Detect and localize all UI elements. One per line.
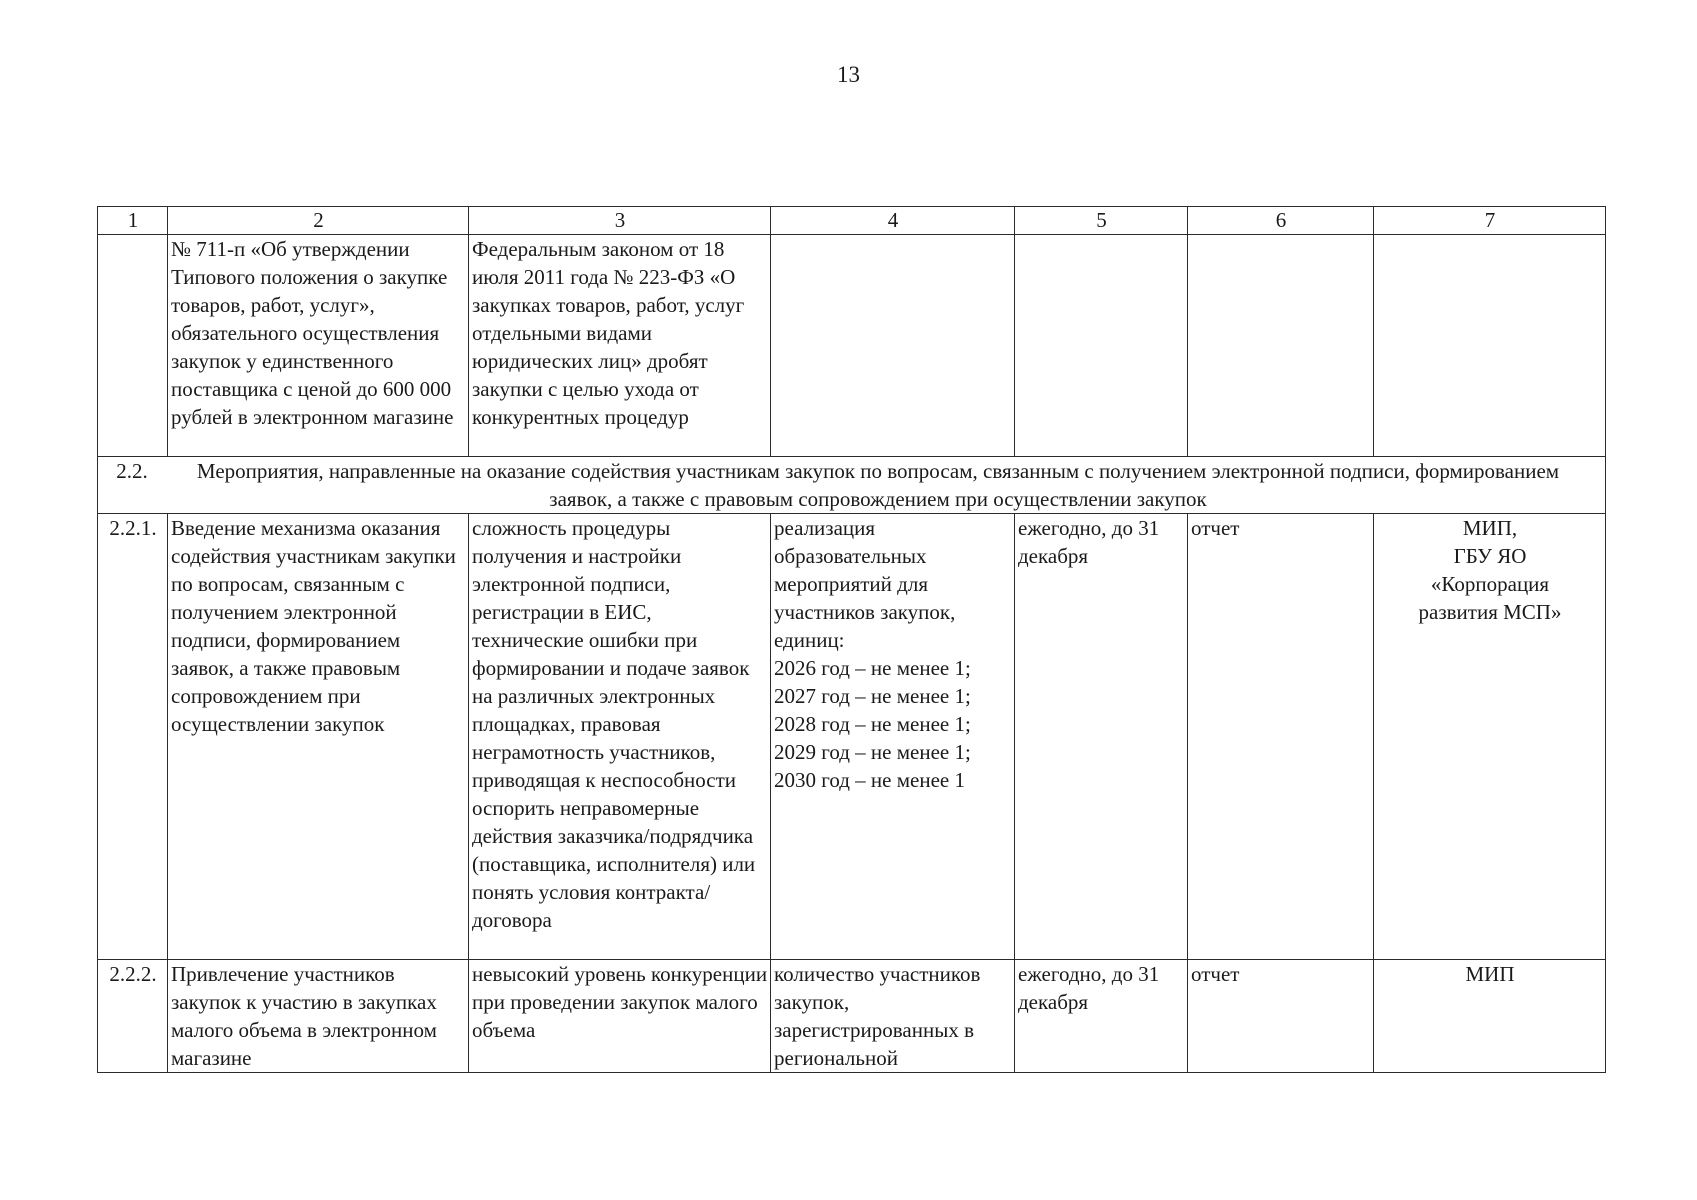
indicator-target: 2030 год – не менее 1 bbox=[774, 768, 965, 792]
column-number-row bbox=[98, 207, 1606, 235]
row-deadline: ежегодно, до 31 декабря bbox=[1015, 514, 1188, 960]
column-number: 2 bbox=[168, 207, 469, 235]
section-heading bbox=[98, 457, 1606, 514]
row-deadline: ежегодно, до 31 декабря bbox=[1015, 960, 1188, 1073]
cell-deadline bbox=[1015, 235, 1188, 457]
cell-responsible bbox=[1374, 235, 1606, 457]
row-indicator: количество участников закупок, зарегистрированных в региональной bbox=[771, 960, 1015, 1073]
responsible-line: МИП, bbox=[1462, 516, 1518, 540]
indicator-target: 2026 год – не менее 1; bbox=[774, 656, 971, 680]
column-number: 6 bbox=[1188, 207, 1374, 235]
column-number: 3 bbox=[469, 207, 771, 235]
row-result: отчет bbox=[1188, 514, 1374, 960]
cell-problem: Федеральным законом от 18 июля 2011 года № 223-ФЗ «О закупках товаров, работ, услуг отдельными видами юридических лиц» дробят закупки с целью ухода от конкурентных процедур bbox=[469, 235, 771, 457]
cell-indicator bbox=[771, 235, 1015, 457]
responsible-line: «Корпорация развития МСП» bbox=[1418, 572, 1562, 624]
section-number: 2.2. bbox=[116, 459, 148, 483]
row-measure: Введение механизма оказания содействия участникам закупки по вопросам, связанным с получением электронной подписи, формированием заявок, а также правовым сопровождением при осуществлении закупок bbox=[168, 514, 469, 960]
row-measure: Привлечение участников закупок к участию в закупках малого объема в электронном магазине bbox=[168, 960, 469, 1073]
row-number: 2.2.2. bbox=[98, 960, 168, 1073]
indicator-target: 2027 год – не менее 1; bbox=[774, 684, 971, 708]
responsible-line: ГБУ ЯО bbox=[1453, 544, 1527, 568]
cell-number bbox=[98, 235, 168, 457]
cell-result bbox=[1188, 235, 1374, 457]
column-number: 5 bbox=[1015, 207, 1188, 235]
indicator-description: реализация образовательных мероприятий для участников закупок, единиц: bbox=[774, 516, 956, 652]
table-row bbox=[98, 514, 1606, 960]
responsible-line: МИП bbox=[1465, 962, 1515, 986]
continuation-row bbox=[98, 235, 1606, 457]
cell-measure: № 711-п «Об утверждении Типового положения о закупке товаров, работ, услуг», обязательного осуществления закупок у единственного поставщика с ценой до 600 000 рублей в электронном магазине bbox=[168, 235, 469, 457]
table-row bbox=[98, 960, 1606, 1073]
section-title: Мероприятия, направленные на оказание содействия участникам закупок по вопросам, связанным с получением электронной подписи, формированием заявок, а также с правовым сопровождением при осуществлении закупок bbox=[196, 459, 1560, 511]
row-responsible bbox=[1374, 960, 1606, 1073]
row-number: 2.2.1. bbox=[98, 514, 168, 960]
column-number: 4 bbox=[771, 207, 1015, 235]
row-problem: сложность процедуры получения и настройки электронной подписи, регистрации в ЕИС, технические ошибки при формировании и подаче заявок на различных электронных площадках, правовая неграмотность участников, приводящая к неспособности оспорить неправомерные действия заказчика/подрядчика (поставщика, исполнителя) или понять условия контракта/договора bbox=[469, 514, 771, 960]
row-indicator bbox=[771, 514, 1015, 960]
row-problem: невысокий уровень конкуренции при проведении закупок малого объема bbox=[469, 960, 771, 1073]
indicator-target: 2028 год – не менее 1; bbox=[774, 712, 971, 736]
section-row bbox=[98, 457, 1606, 514]
column-number: 1 bbox=[98, 207, 168, 235]
measures-table bbox=[97, 206, 1606, 1073]
indicator-target: 2029 год – не менее 1; bbox=[774, 740, 971, 764]
row-result: отчет bbox=[1188, 960, 1374, 1073]
page-number: 13 bbox=[837, 62, 860, 87]
column-number: 7 bbox=[1374, 207, 1606, 235]
row-responsible bbox=[1374, 514, 1606, 960]
